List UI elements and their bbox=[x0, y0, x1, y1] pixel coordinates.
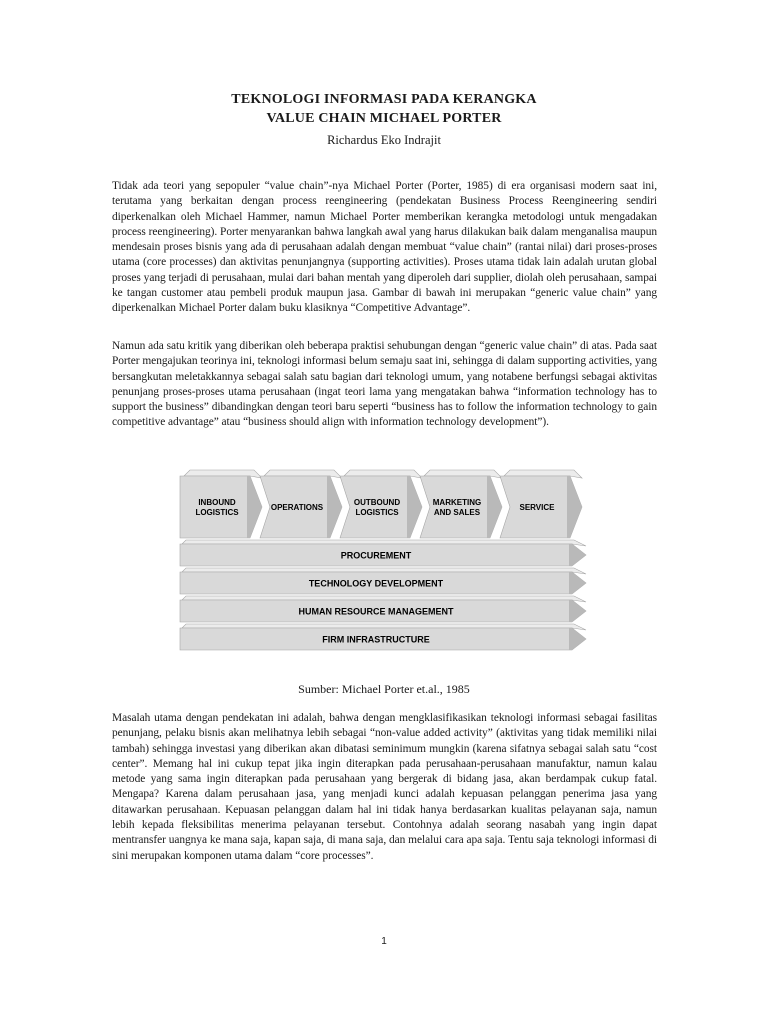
primary-activity bbox=[340, 470, 422, 538]
primary-activity-label-line2: AND SALES bbox=[433, 508, 481, 517]
primary-activity-label-line1: OUTBOUND bbox=[353, 498, 401, 507]
primary-activity-label-line2: LOGISTICS bbox=[355, 508, 399, 517]
primary-activity-label: OPERATIONS bbox=[270, 503, 324, 512]
primary-activity-label-line1: MARKETING bbox=[432, 498, 482, 507]
support-activity-label: PROCUREMENT bbox=[340, 550, 412, 561]
title-line-1: TEKNOLOGI INFORMASI PADA KERANGKA bbox=[231, 92, 537, 107]
support-activity-band bbox=[180, 624, 586, 650]
paragraph-3: Masalah utama dengan pendekatan ini adalah, bahwa dengan mengklasifikasikan teknologi informasi sebagai fasilitas penunjang, pelaku bisnis akan melihatnya lebih sebagai “non-value added activity” (aktivitas yang tidak memiliki nilai tambah) sehingga investasi yang diberikan akan dibatasi seminimum mungkin (karena sifatnya sebagai salah satu “cost center”. Memang hal ini cukup tepat jika ingin diterapkan pada perusahaan-perusahaan manufaktur, namun kalau metode yang sama ingin diterapkan pada perusahaan yang bergerak di bidang jasa, akan berdampak cukup fatal. Mengapa? Karena dalam perusahaan jasa, yang menjadi kunci adalah kepuasan pelanggan penerima jasa yang ditawarkan perusahaan. Kepuasan pelanggan dalam hal ini tidak hanya berdasarkan kualitas pelayanan saja, namun lebih kepada fleksibilitas menerima pelayanan tersebut. Contohnya adalah seorang nasabah yang ingin dapat mentransfer uangnya ke mana saja, kapan saja, di mana saja, dan melalui cara apa saja. Tentu saja teknologi informasi di sini merupakan komponen utama dalam “core processes”. bbox=[112, 712, 657, 862]
title-line-2: VALUE CHAIN MICHAEL PORTER bbox=[266, 111, 502, 126]
support-activity-band bbox=[180, 568, 586, 594]
paragraph-2: Namun ada satu kritik yang diberikan oleh beberapa praktisi sehubungan dengan “generic value chain” di atas. Pada saat Porter mengajukan teorinya ini, teknologi informasi belum semaju saat ini, sehingga di dalam supporting activities, yang bersangkutan meletakkannya sebagai salah satu bagian dari teknologi umum, yang notabene berfungsi sebagai aktivitas penunjang proses-proses utama perusahaan (ingat teori lama yang mengatakan bahwa “information technology has to support the business” dibandingkan dengan teori baru seperti “business has to follow the information technology to gain competitive advantage” atau “business should align with information technology development”). bbox=[112, 340, 657, 429]
primary-activity-label-line2: LOGISTICS bbox=[195, 508, 239, 517]
primary-activity-label: SERVICE bbox=[519, 503, 555, 512]
primary-activity bbox=[500, 470, 582, 538]
primary-activity bbox=[260, 470, 342, 538]
support-activity-label: TECHNOLOGY DEVELOPMENT bbox=[308, 578, 444, 589]
primary-activity-label-line1: INBOUND bbox=[198, 498, 236, 507]
author-name: Richardus Eko Indrajit bbox=[327, 133, 441, 147]
support-activity-band bbox=[180, 596, 586, 622]
support-activity-band bbox=[180, 540, 586, 566]
value-chain-diagram bbox=[178, 464, 590, 654]
paragraph-1: Tidak ada teori yang sepopuler “value chain”-nya Michael Porter (Porter, 1985) di era organisasi modern saat ini, terutama yang berkaitan dengan process reengineering (pendekatan Business Process Reengineering sendiri diperkenalkan oleh Michael Hammer, namun Michael Porter memberikan kerangka metodologi untuk mengadakan process reengineering). Porter menyarankan bahwa langkah awal yang harus dilakukan baik dalam menganalisa maupun mendesain proses bisnis yang ada di perusahaan adalah dengan membuat “value chain” (rantai nilai) dari proses-proses utama (core processes) dan aktivitas penunjangnya (supporting activities). Proses utama tidak lain adalah urutan global proses yang terjadi di perusahaan, mulai dari bahan mentah yang diperoleh dari supplier, diolah oleh perusahaan, sampai ke tangan customer atau pembeli produk maupun jasa. Gambar di bawah ini merupakan “generic value chain” yang diperkenalkan Michael Porter dalam buku klasiknya “Competitive Advantage”. bbox=[112, 180, 657, 315]
support-activity-label: FIRM INFRASTRUCTURE bbox=[322, 634, 430, 645]
figure-caption: Sumber: Michael Porter et.al., 1985 bbox=[298, 682, 470, 696]
page-number: 1 bbox=[381, 936, 387, 947]
primary-activity bbox=[420, 470, 502, 538]
support-activity-label: HUMAN RESOURCE MANAGEMENT bbox=[298, 606, 454, 617]
primary-activity bbox=[180, 470, 262, 538]
